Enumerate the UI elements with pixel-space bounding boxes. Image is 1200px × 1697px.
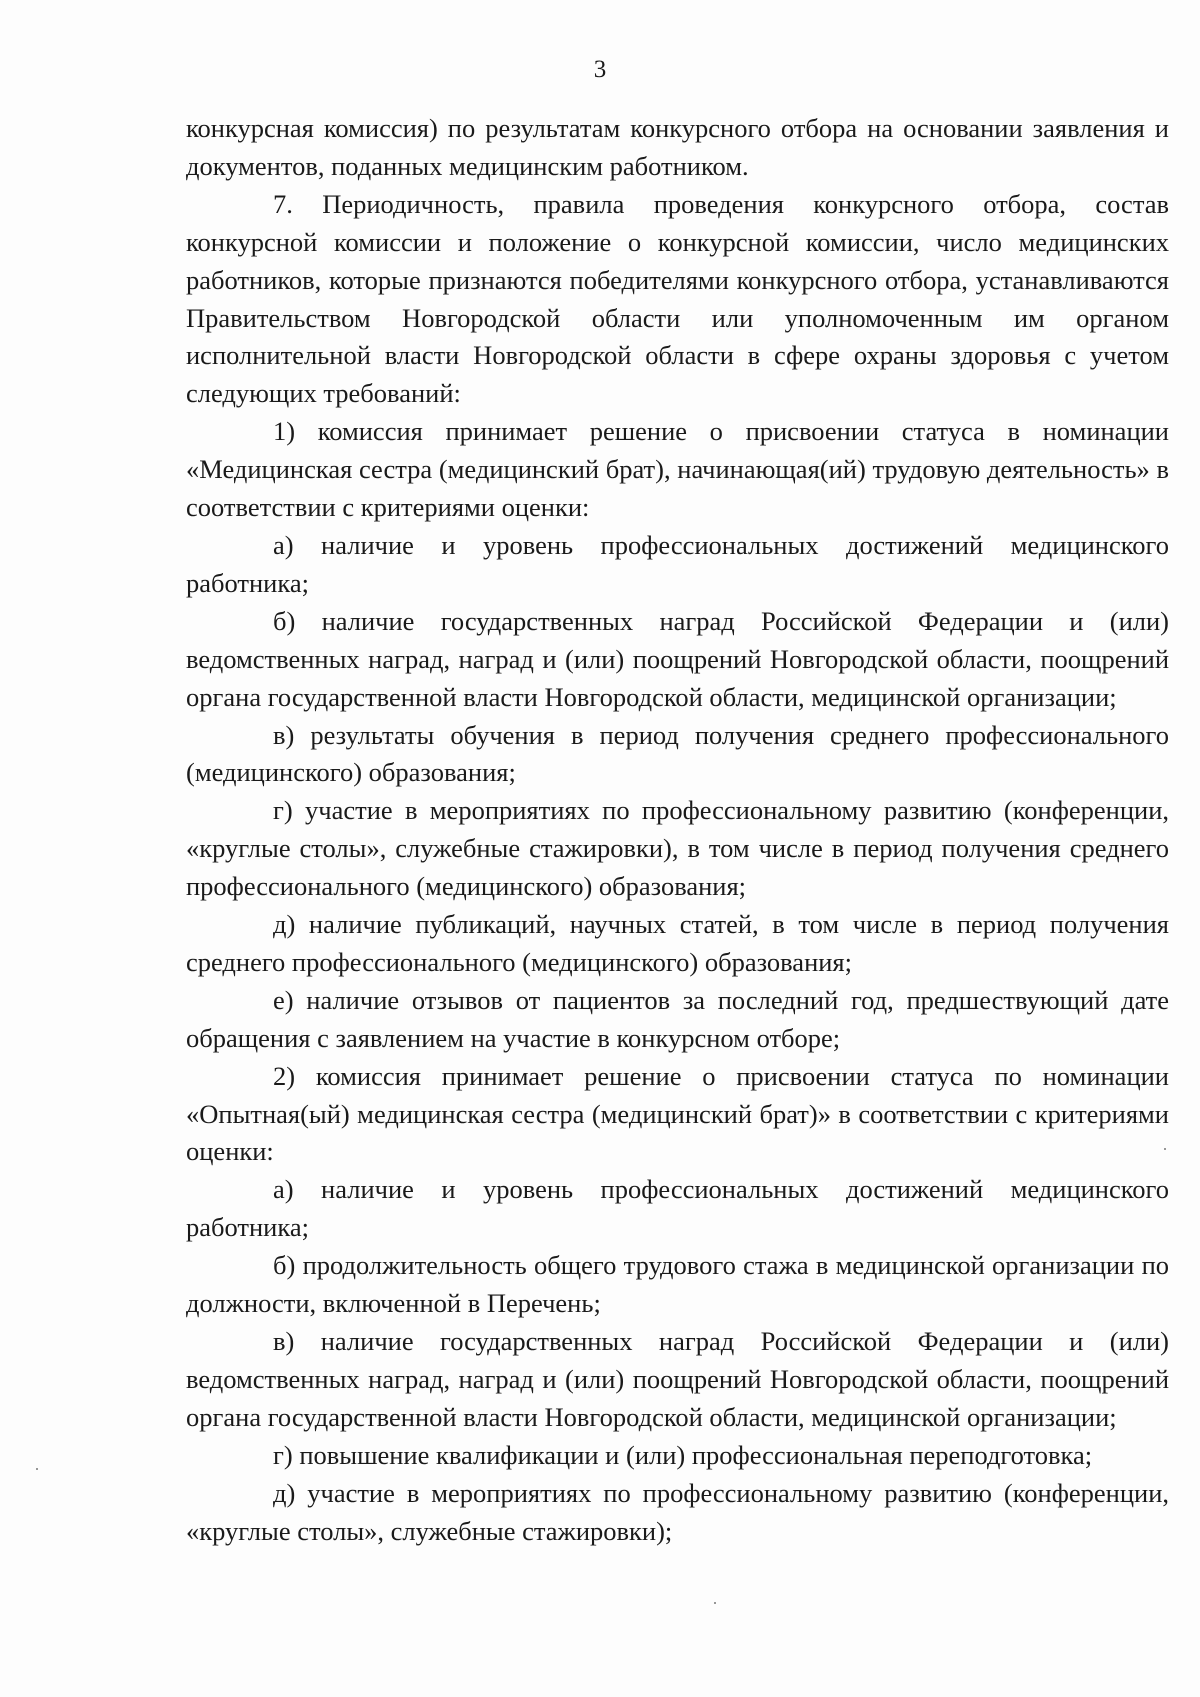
scan-speck (1164, 1148, 1166, 1150)
page-number: 3 (593, 56, 607, 83)
paragraph-criterion-a-2: а) наличие и уровень профессиональных достижений медицинского работника; (186, 1174, 1169, 1243)
paragraph-criterion-b: б) наличие государственных наград Российской Федерации и (или) ведомственных наград, наград и (или) поощрений Новгородской области, поощрений органа государственной власти Новгородской области, медицинской организации; (186, 605, 1169, 712)
paragraph-criterion-e: е) наличие отзывов от пациентов за последний год, предшествующий дате обращения с заявлением на участие в конкурсном отборе; (186, 984, 1169, 1053)
paragraph-continuation: конкурсная комиссия) по результатам конкурсного отбора на основании заявления и документов, поданных медицинским работником. (186, 113, 1169, 181)
paragraph-criterion-v: в) результаты обучения в период получения среднего профессионального (медицинского) образования; (186, 719, 1169, 788)
paragraph-criterion-v-2: в) наличие государственных наград Российской Федерации и (или) ведомственных наград, наград и (или) поощрений Новгородской области, поощрений органа государственной власти Новгородской области, медицинской организации; (186, 1326, 1169, 1432)
paragraph-criterion-g-2: г) повышение квалификации и (или) профессиональная переподготовка; (273, 1439, 1093, 1470)
paragraph-subitem-1: 1) комиссия принимает решение о присвоении статуса в номинации «Медицинская сестра (медицинский брат), начинающая(ий) трудовую деятельность» в соответствии с критериями оценки: (186, 416, 1169, 523)
paragraph-criterion-d: д) наличие публикаций, научных статей, в том числе в период получения среднего профессионального (медицинского) образования; (186, 909, 1169, 977)
document-body (186, 110, 1169, 1550)
scan-speck (714, 1602, 716, 1604)
paragraph-item-7: 7. Периодичность, правила проведения конкурсного отбора, состав конкурсной комиссии и положение о конкурсной комиссии, число медицинских работников, которые признаются победителями конкурсного отбора, устанавливаются Правительством Новгородской области или уполномоченным им органом исполнительной власти Новгородской области в сфере охраны здоровья с учетом следующих требований: (186, 188, 1169, 409)
paragraph-criterion-d-2: д) участие в мероприятиях по профессиональному развитию (конференции, «круглые столы», служебные стажировки); (186, 1477, 1169, 1546)
scan-speck (36, 1468, 38, 1470)
paragraph-criterion-b-2: б) продолжительность общего трудового стажа в медицинской организации по должности, включенной в Перечень; (186, 1250, 1169, 1319)
paragraph-criterion-a: а) наличие и уровень профессиональных достижений медицинского работника; (186, 529, 1169, 598)
paragraph-criterion-g: г) участие в мероприятиях по профессиональному развитию (конференции, «круглые столы», служебные стажировки), в том числе в период получения среднего профессионального (медицинского) образования; (186, 795, 1169, 902)
paragraph-subitem-2: 2) комиссия принимает решение о присвоении статуса по номинации «Опытная(ый) медицинская сестра (медицинский брат)» в соответствии с критериями оценки: (186, 1060, 1169, 1167)
